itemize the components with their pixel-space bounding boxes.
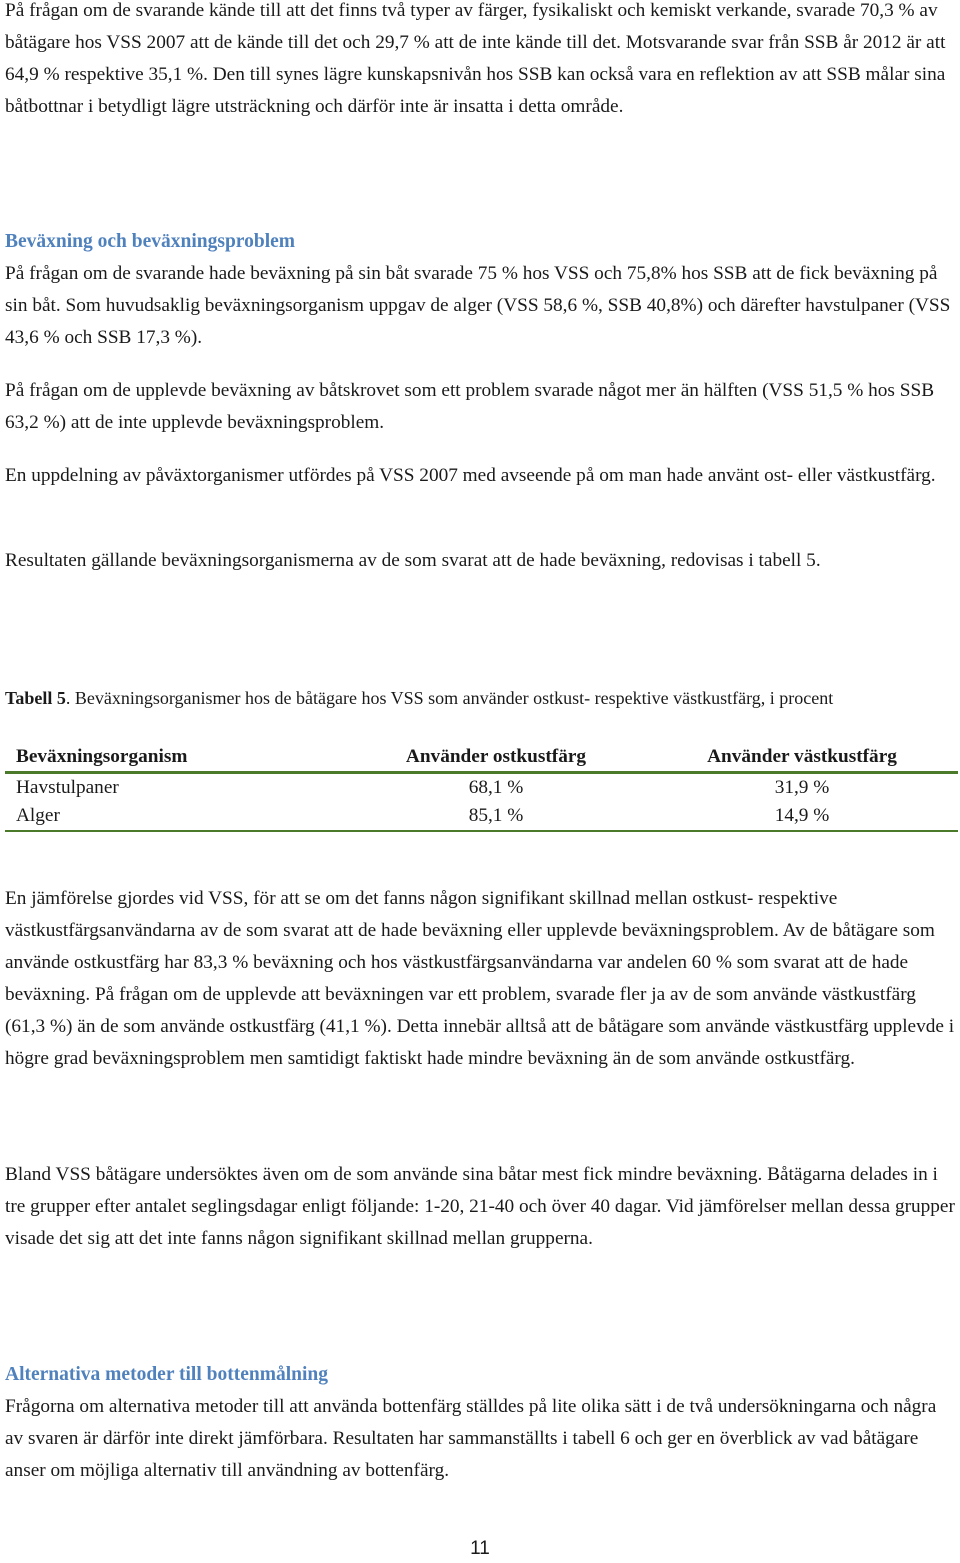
- paragraph-fouling-prevalence: På frågan om de svarande hade beväxning på sin båt svarade 75 % hos VSS och 75,8% hos SSB att de fick beväxning på sin båt. Som huvudsaklig beväxningsorganism uppgav de alger (VSS 58,6 %, SSB 40,8%) och därefter havstulpaner (VSS 43,6 % och SSB 17,3 %).: [5, 263, 951, 348]
- table-5: [5, 741, 958, 832]
- table-header-eastcoast: Använder ostkustfärg: [405, 746, 587, 767]
- table-header-organism: Beväxningsorganism: [16, 746, 188, 767]
- section-heading-fouling: Beväxning och beväxningsproblem: [5, 231, 296, 252]
- paragraph-sailing-days: Bland VSS båtägare undersöktes även om de som använde sina båtar mest fick mindre beväxning. Båtägarna delades in i tre grupper efter antalet seglingsdagar enligt följande: 1-20, 21-40 och över 40 dagar. Vid jämförelser mellan dessa grupper visade det sig att det inte fanns någon signifikant skillnad mellan grupperna.: [5, 1164, 955, 1249]
- paragraph-awareness: På frågan om de svarande kände till att det finns två typer av färger, fysikaliskt och kemiskt verkande, svarade 70,3 % av båtägare hos VSS 2007 att de kände till det och 29,7 % att de inte kände till det. Motsvarande svar från SSB år 2012 är att 64,9 % respektive 35,1 %. Den till synes lägre kunskapsnivån hos SSB kan också vara en reflektion av att SSB målar sina båtbottnar i betydligt lägre utsträckning och därför inte är insatta i detta område.: [5, 0, 946, 117]
- table-caption-label: Tabell 5: [5, 688, 66, 708]
- table-cell: 31,9 %: [774, 777, 830, 798]
- table-cell: 14,9 %: [774, 805, 830, 826]
- paragraph-table-intro: Resultaten gällande beväxningsorganismerna av de som svarat att de hade beväxning, redovisas i tabell 5.: [5, 550, 821, 571]
- section-heading-alternatives: Alternativa metoder till bottenmålning: [5, 1364, 328, 1385]
- table-cell: 85,1 %: [468, 805, 524, 826]
- paragraph-fouling-problem: På frågan om de upplevde beväxning av båtskrovet som ett problem svarade något mer än hälften (VSS 51,5 % hos SSB 63,2 %) att de inte upplevde beväxningsproblem.: [5, 380, 935, 433]
- table-cell: Alger: [16, 805, 60, 826]
- table-cell: 68,1 %: [468, 777, 524, 798]
- table-caption-text: . Beväxningsorganismer hos de båtägare hos VSS som använder ostkust- respektive västkustfärg, i procent: [65, 688, 834, 708]
- table-caption: [5, 683, 955, 713]
- paragraph-alternatives: Frågorna om alternativa metoder till att använda bottenfärg ställdes på lite olika sätt i de två undersökningarna och några av svaren är därför inte direkt jämförbara. Resultaten har sammanställts i tabell 6 och ger en överblick av vad båtägare anser om möjliga alternativ till användning av bottenfärg.: [5, 1396, 937, 1481]
- paragraph-organism-split: En uppdelning av påväxtorganismer utfördes på VSS 2007 med avseende på om man hade använt ost- eller västkustfärg.: [5, 465, 936, 486]
- table-cell: Havstulpaner: [16, 777, 119, 798]
- table-header-westcoast: Använder västkustfärg: [707, 746, 897, 767]
- table-header-row: [5, 741, 958, 773]
- page-number: 11: [470, 1538, 490, 1559]
- table-row: [5, 773, 958, 803]
- paragraph-comparison: En jämförelse gjordes vid VSS, för att se om det fanns någon signifikant skillnad mellan ostkust- respektive västkustfärgsanvändarna av de som svarat att de hade beväxning eller upplevde beväxningsproblem. Av de båtägare som använde ostkustfärg har 83,3 % beväxning och hos västkustfärgsanvändarna var andelen 60 % som svarat att de hade beväxning. På frågan om de upplevde att beväxningen var ett problem, svarade fler ja av de som använde västkustfärg (61,3 %) än de som använde ostkustfärg (41,1 %). Detta innebär alltså att de båtägare som använde västkustfärg upplevde i högre grad beväxningsproblem men samtidigt faktiskt hade mindre beväxning än de som använde ostkustfärg.: [5, 888, 955, 1069]
- table-row: [5, 802, 958, 831]
